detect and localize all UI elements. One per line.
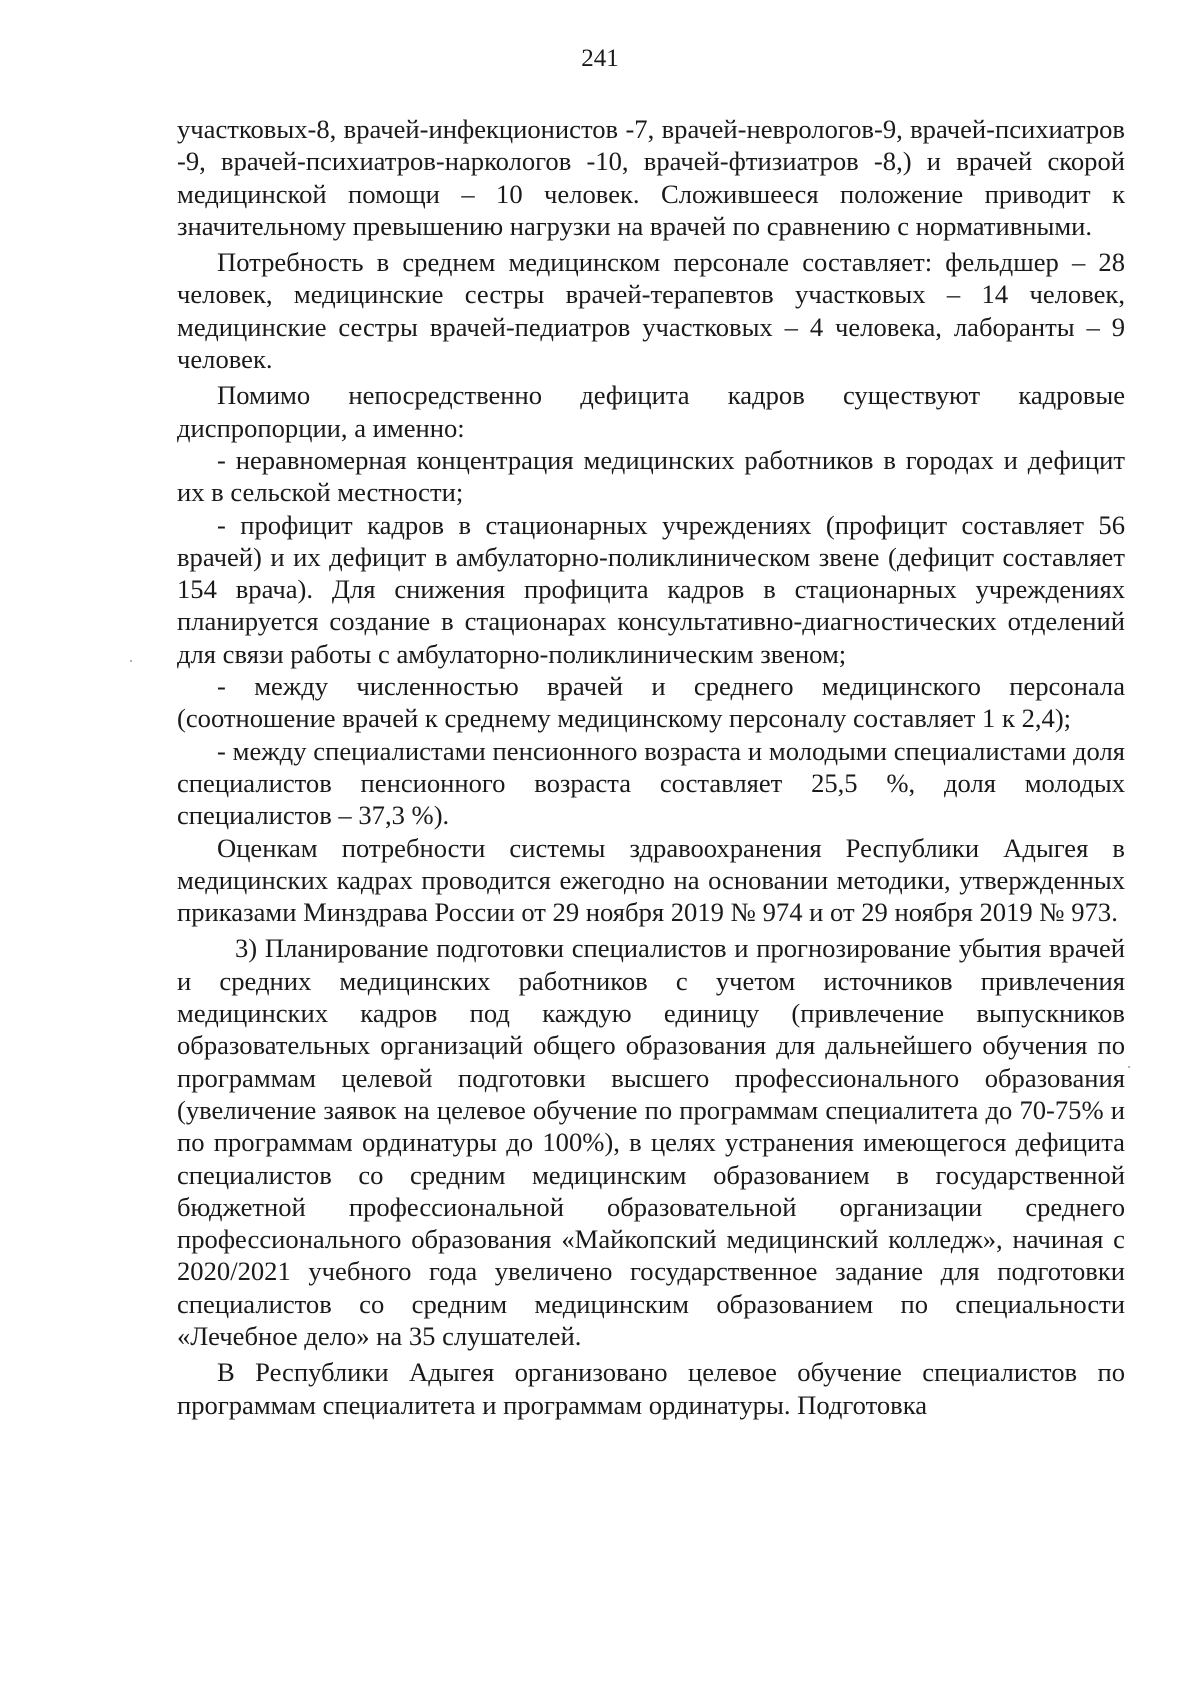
paragraph-continuation: участковых-8, врачей-инфекционистов -7, врачей-неврологов-9, врачей-психиатров -9, врачей-психиатров-наркологов -10, врачей-фтизиатров -8,) и врачей скорой медицинской помощи – 10 человек. Сложившееся положение приводит к значительному превышению нагрузки на врачей по сравнению с нормативными. [177,114,1125,241]
paragraph-mid-level-staff-need: Потребность в среднем медицинском персонале составляет: фельдшер – 28 человек, медицинские сестры врачей-терапевтов участковых – 14 человек, медицинские сестры врачей-педиатров участковых – 4 человека, лаборанты – 9 человек. [177,247,1125,375]
scan-speck [130,660,132,662]
scan-speck [1128,1066,1130,1068]
paragraph-disproportions-intro: Помимо непосредственно дефицита кадров существуют кадровые диспропорции, а именно: [177,380,1125,443]
paragraph-training-planning: 3) Планирование подготовки специалистов и прогнозирование убытия врачей и средних медицинских работников с учетом источников привлечения медицинских кадров под каждую единицу (привлечение выпускников образовательных организаций общего образования для дальнейшего обучения по программам целевой подготовки высшего профессионального образования (увеличение заявок на целевое обучение по программам специалитета до 70-75% и по программам ординатуры до 100%), в целях устранения имеющегося дефицита специалистов со средним медицинским образованием в государственной бюджетной профессиональной образовательной организации среднего профессионального образования «Майкопский медицинский колледж», начиная с 2020/2021 учебного года увеличено государственное задание для подготовки специалистов со средним медицинским образованием по специальности «Лечебное дело» на 35 слушателей. [177,933,1125,1351]
paragraph-needs-assessment: Оценкам потребности системы здравоохранения Республики Адыгея в медицинских кадрах проводится ежегодно на основании методики, утвержденных приказами Минздрава России от 29 ноября 2019 № 974 и от 29 ноября 2019 № 973. [177,832,1125,928]
list-item-inpatient-surplus: - профицит кадров в стационарных учреждениях (профицит составляет 56 врачей) и их дефицит в амбулаторно-поликлиническом звене (дефицит составляет 154 врача). Для снижения профицита кадров в стационарных учреждениях планируется создание в стационарах консультативно-диагностических отделений для связи работы с амбулаторно-поликлиническим звеном; [177,509,1125,669]
page-number: 241 [581,45,619,72]
paragraph-targeted-training: В Республики Адыгея организовано целевое обучение специалистов по программам специалитета и программам ординатуры. Подготовка [177,1357,1125,1420]
list-item-urban-rural: - неравномерная концентрация медицинских работников в городах и дефицит их в сельской местности; [177,444,1125,508]
list-item-staff-ratio: - между численностью врачей и среднего медицинского персонала (соотношение врачей к среднему медицинскому персоналу составляет 1 к 2,4); [177,671,1125,734]
document-body [177,113,1125,1421]
list-item-age-structure: - между специалистами пенсионного возраста и молодыми специалистами доля специалистов пенсионного возраста составляет 25,5 %, доля молодых специалистов – 37,3 %). [177,735,1125,831]
